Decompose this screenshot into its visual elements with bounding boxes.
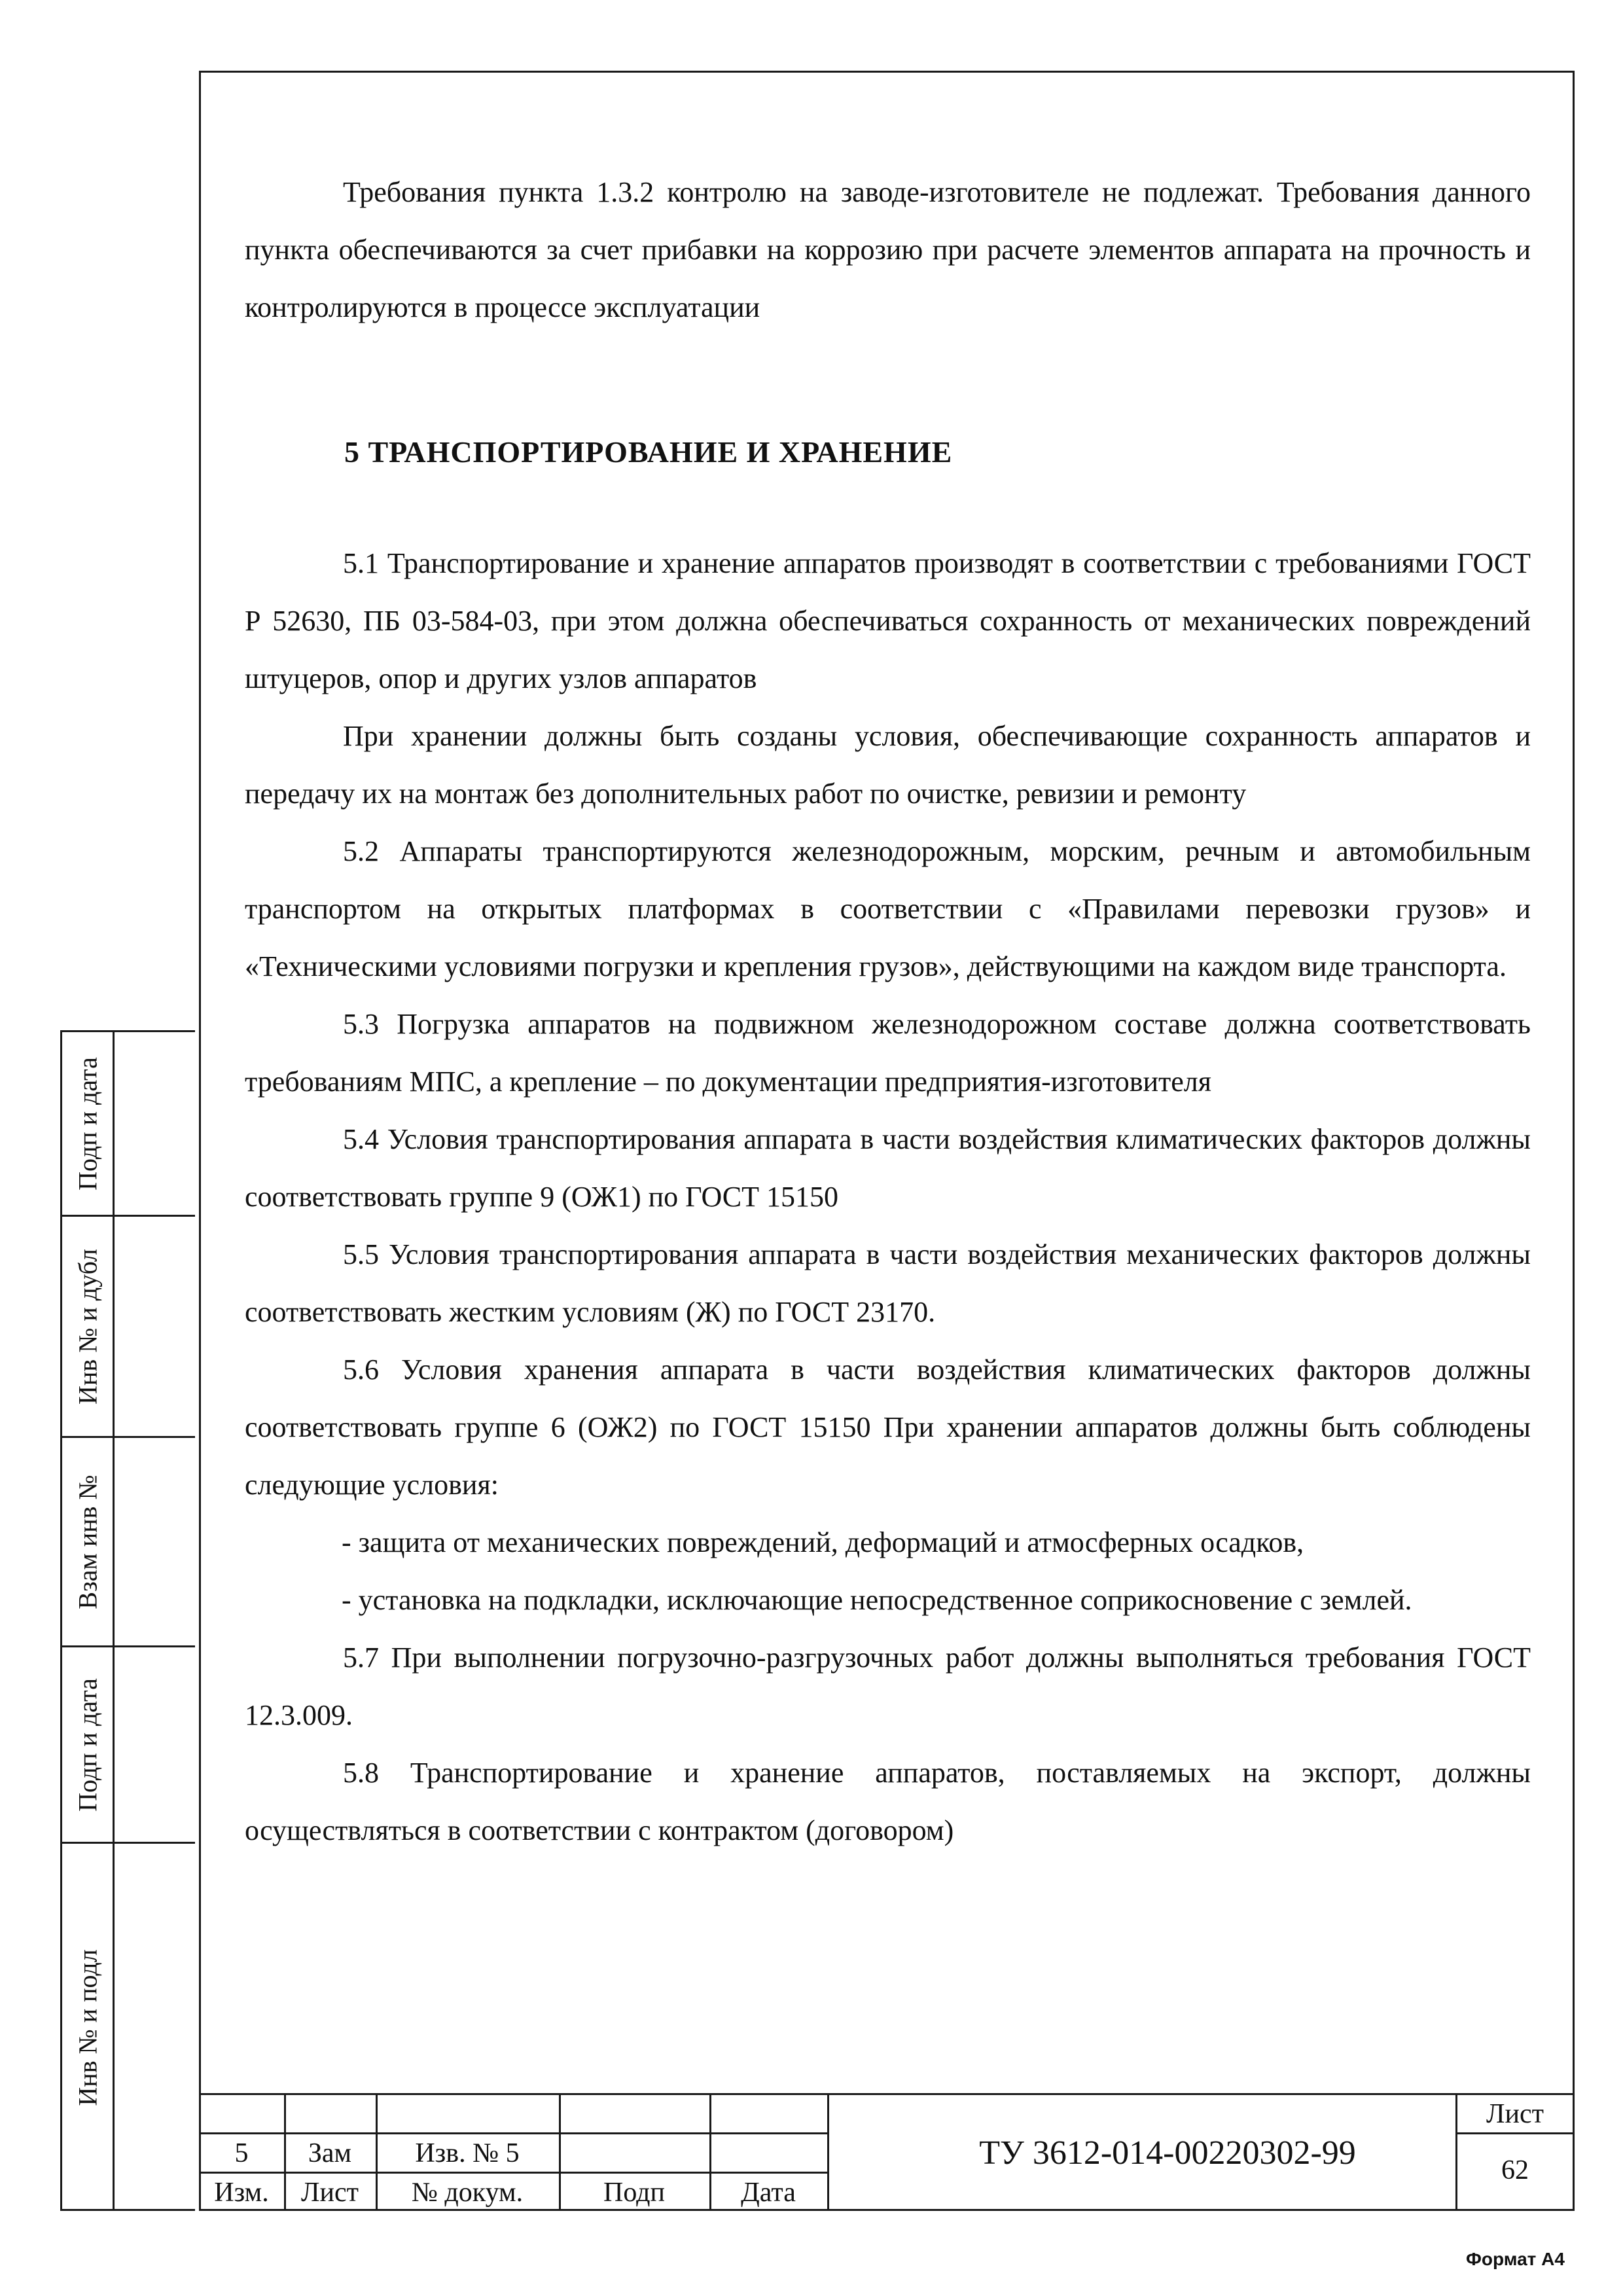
header-doc: № докум.: [411, 2178, 524, 2208]
paragraph-5-7: 5.7 При выполнении погрузочно-разгрузочных работ должны выполняться требования ГОСТ 12.3.009.: [245, 1641, 1531, 1731]
format-label: Формат А4: [1466, 2249, 1565, 2269]
intro-paragraph: Требования пункта 1.3.2 контролю на заводе-изготовителе не подлежат. Требования данного пункта обеспечиваются за счет прибавки на коррозию при расчете элементов аппарата на прочность и контролируются в процессе эксплуатации: [245, 176, 1531, 323]
section-title: 5 ТРАНСПОРТИРОВАНИЕ И ХРАНЕНИЕ: [344, 435, 953, 469]
title-block: [199, 2093, 1575, 2211]
side-row-inv-podl: [62, 1844, 195, 2211]
paragraph-5-1b: При хранении должны быть созданы условия, обеспечивающие сохранность аппаратов и передачу их на монтаж без дополнительных работ по очистке, ревизии и ремонту: [245, 720, 1531, 810]
side-row-sign-date-1: [62, 1032, 195, 1217]
list-item: - защита от механических повреждений, деформаций и атмосферных осадков,: [342, 1526, 1304, 1558]
side-label: Инв № и подл: [73, 1948, 102, 2106]
paragraph-5-5: 5.5 Условия транспортирования аппарата в части воздействия механических факторов должны соответствовать жестким условиям (Ж) по ГОСТ 23170.: [245, 1238, 1531, 1328]
document-designation: ТУ 3612-014-00220302-99: [979, 2134, 1356, 2172]
paragraph-5-1: 5.1 Транспортирование и хранение аппаратов производят в соответствии с требованиями ГОСТ Р 52630, ПБ 03-584-03, при этом должна обеспечиваться сохранность от механических повреждений штуцеров, опор и других узлов аппаратов: [245, 547, 1531, 694]
sheet-label: Лист: [1486, 2099, 1544, 2129]
document-body: [245, 164, 1531, 1859]
list-item: - установка на подкладки, исключающие непосредственное соприкосновение с землей.: [342, 1584, 1412, 1616]
paragraph-5-3: 5.3 Погрузка аппаратов на подвижном железнодорожном составе должна соответствовать требованиям МПС, а крепление – по документации предприятия-изготовителя: [245, 1008, 1531, 1098]
header-sign: Подп: [603, 2178, 665, 2208]
side-row-sign-date-2: [62, 1647, 195, 1844]
side-row-inv-dubl: [62, 1217, 195, 1438]
paragraph-5-2: 5.2 Аппараты транспортируются железнодорожным, морским, речным и автомобильным транспортом на открытых платформах в соответствии с «Правилами перевозки грузов» и «Техническими условиями погрузки и крепления грузов», действующими на каждом виде транспорта.: [245, 835, 1531, 982]
paragraph-5-6: 5.6 Условия хранения аппарата в части воздействия климатических факторов должны соответствовать группе 6 (ОЖ2) по ГОСТ 15150 При хранении аппаратов должны быть соблюдены следующие условия:: [245, 1354, 1531, 1501]
side-label: Взам инв №: [73, 1474, 102, 1609]
header-date: Дата: [741, 2178, 796, 2208]
side-row-vzam-inv: [62, 1438, 195, 1647]
side-label: Подп и дата: [73, 1056, 102, 1191]
header-izm: Изм.: [214, 2178, 269, 2208]
change-type: Зам: [308, 2138, 352, 2168]
side-label: Подп и дата: [73, 1677, 102, 1812]
side-label: Инв № и дубл: [73, 1248, 102, 1405]
header-list: Лист: [301, 2178, 359, 2208]
sheet-number: 62: [1501, 2155, 1529, 2185]
change-number: 5: [234, 2138, 249, 2168]
side-stamp-strip: [60, 1030, 195, 2211]
paragraph-5-8: 5.8 Транспортирование и хранение аппаратов, поставляемых на экспорт, должны осуществляться в соответствии с контрактом (договором): [245, 1757, 1531, 1846]
paragraph-5-4: 5.4 Условия транспортирования аппарата в части воздействия климатических факторов должны соответствовать группе 9 (ОЖ1) по ГОСТ 15150: [245, 1123, 1531, 1213]
change-notice: Изв. № 5: [415, 2138, 520, 2168]
